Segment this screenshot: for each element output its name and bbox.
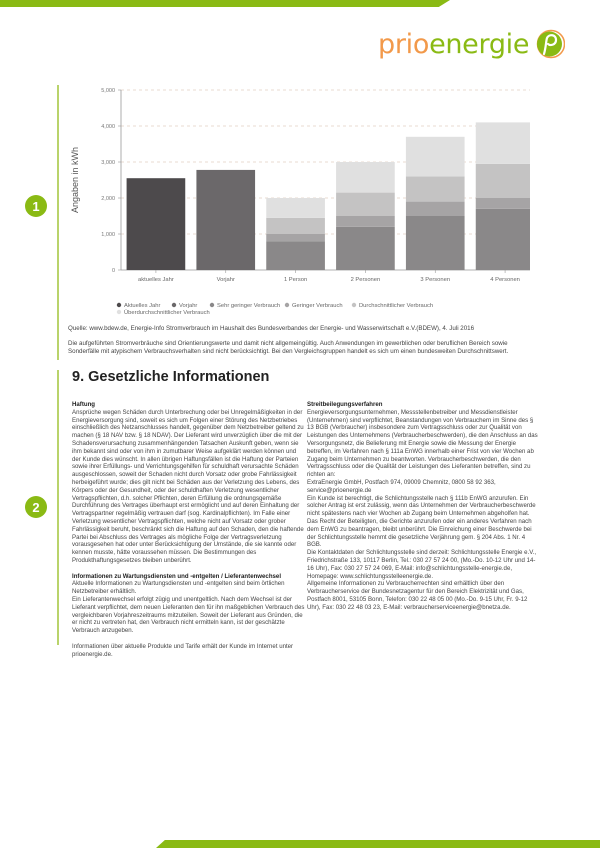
logo-wordmark [378, 29, 529, 60]
bar-segment [476, 209, 530, 270]
y-axis-label: Angaben in kWh [70, 146, 80, 214]
bar-segment [476, 122, 530, 163]
section-title: 9. Gesetzliche Informationen [72, 369, 270, 385]
streit-text-3: service@prioenergie.de [307, 486, 372, 494]
y-tick-label: 4,000 [101, 124, 115, 130]
bar-segment [476, 198, 530, 209]
bar-segment [336, 193, 395, 216]
bar-segment [127, 178, 186, 270]
legend-marker [285, 303, 289, 307]
bar-segment [406, 216, 465, 270]
wartung-text-2: Ein Lieferantenwechsel erfolgt zügig und unentgeltlich. Nach dem Wechsel ist der Lieferant verpflichtet, dem neuen Lieferanten den für ihn maßgeblichen Verbrauch des vergleichbaren Vorjahreszeitraums mitzuteilen. Soweit der Lieferant aus Gründen, die er nicht zu vertreten hat, den Verbrauch nicht ermitteln kann, ist der geschätzte Verbrauch anzugeben. [72, 595, 305, 635]
bar-segment [266, 234, 325, 241]
streit-text-5: Die Kontaktdaten der Schlichtungsstelle sind derzeit: Schlichtungsstelle Energie e.V., Friedrichstraße 133, 10117 Berlin, Tel.: 030 27 57 24 00, (Mo.-Do. 10-12 Uhr und 14-16 Uhr), Fax: 030 27 57 24 069, E-Mail: info@schlichtungsstelle-energie.de, Homepage: www.schlichtungsstelleenergie.de. [307, 549, 537, 580]
wartung-text-1: Aktuelle Informationen zu Wartungsdiensten und -entgelten sind beim örtlichen Netzbetreiber erhältlich. [72, 580, 285, 596]
legend-marker [117, 310, 121, 314]
step-badge-1: 1 [25, 195, 47, 217]
legend-label: Überdurchschnittlicher Verbrauch [124, 310, 210, 316]
y-tick-label: 1,000 [101, 232, 115, 238]
produkte-text: Informationen über aktuelle Produkte und Tarife erhält der Kunde im Internet unter prioenergie.de. [72, 642, 294, 658]
wartung-heading: Informationen zu Wartungsdiensten und -entgelten / Lieferantenwechsel [72, 572, 282, 580]
bottom-accent-bar [156, 840, 600, 848]
section-divider-1 [57, 85, 59, 360]
bar-segment [336, 216, 395, 227]
y-tick-label: 3,000 [101, 160, 115, 166]
x-tick-label: 3 Personen [420, 277, 451, 283]
bar-segment [406, 176, 465, 201]
chart-source: Quelle: www.bdew.de, Energie-Info Stromverbrauch im Haushalt des Bundesverbandes der Energie- und Wasserwirtschaft e.V.(BDEW), 4. Juli 2016 [68, 325, 475, 332]
bar-segment [476, 164, 530, 198]
streit-text-6: Allgemeine Informationen zu Verbraucherrechten sind erhältlich über den Verbraucherservice der Bundesnetzagentur für den Bereich Elektrizität und Gas, Postfach 8001, 53105 Bonn, Telefon: 030 22 48 05 00 (Mo.-Do. 9-15 Uhr, Fr. 9-12 Uhr), Fax: 030 22 48 03 23, E-Mail: verbraucherserviceenergie@bnetza.de. [307, 580, 528, 611]
x-tick-label: 2 Personen [350, 277, 381, 283]
legend-marker [352, 303, 356, 307]
top-accent-bar [0, 0, 450, 7]
bar-segment [406, 137, 465, 177]
logo-p-icon [535, 29, 565, 59]
legend-label: Durchschnittlicher Verbrauch [359, 303, 434, 309]
y-tick-label: 0 [111, 268, 115, 274]
x-tick-label: 1 Person [283, 277, 308, 283]
legend-marker [210, 303, 214, 307]
bar-segment [196, 170, 255, 270]
haftung-heading: Haftung [72, 401, 96, 408]
streit-heading: Streitbeilegungsverfahren [307, 401, 383, 408]
right-column [307, 401, 541, 612]
y-tick-label: 5,000 [101, 88, 115, 94]
bar-segment [266, 198, 325, 218]
legend-label: Aktuelles Jahr [124, 303, 161, 309]
streit-text-4: Ein Kunde ist berechtigt, die Schlichtungsstelle nach § 111b EnWG anzurufen. Ein solcher Antrag ist erst zulässig, wenn das Unternehmen der Verbraucherbeschwerde nicht spätestens nach vier Wochen ab Zugang beim Unternehmen abgeholfen hat. Das Recht der Beteiligten, die Gerichte anzurufen oder ein anderes Verfahren nach dem EnWG zu beantragen, bleibt unberührt. Die Einreichung einer Beschwerde bei der Schlichtungsstelle hemmt die gesetzliche Verjährung gem. § 204 Abs. 1 Nr. 4 BGB. [307, 494, 536, 549]
bar-segment [406, 202, 465, 216]
legend-label: Sehr geringer Verbrauch [217, 303, 281, 309]
consumption-chart [60, 80, 530, 320]
legend-marker [172, 303, 176, 307]
streit-text-1: Energieversorgungsunternehmen, Messstellenbetreiber und Messdienstleister (Unternehmen) sind verpflichtet, Beanstandungen von Verbrauchern im Sinne des § 13 BGB (Verbraucher) insbesondere zum Vertragsschluss oder zur Qualität von Leistungen des Unternehmens (Verbraucherbeschwerden), die den Anschluss an das Versorgungsnetz, die Belieferung mit Energie sowie die Messung der Energie betreffen, im Verfahren nach § 111a EnWG innerhalb einer Frist von vier Wochen ab Zugang beim Unternehmen zu beantworten. Verbraucherbeschwerden, die den Vertragsschluss oder die Qualität der Leistungen des Lieferanten betreffen, sind zu richten an: [307, 408, 538, 479]
logo-prefix: prio [378, 28, 430, 60]
legend-label: Geringer Verbrauch [292, 303, 343, 309]
bar-segment [336, 227, 395, 270]
y-tick-label: 2,000 [101, 196, 115, 202]
section-divider-2 [57, 370, 59, 645]
legend-label: Vorjahr [179, 303, 198, 309]
logo-suffix: energie [429, 28, 530, 60]
streit-text-2: ExtraEnergie GmbH, Postfach 974, 09009 Chemnitz, 0800 58 92 363, [307, 478, 496, 486]
step-badge-2: 2 [25, 496, 47, 518]
legend-marker [117, 303, 121, 307]
x-tick-label: 4 Personen [490, 277, 520, 283]
bar-segment [266, 241, 325, 270]
bar-segment [336, 162, 395, 193]
prioenergie-logo [378, 26, 565, 62]
left-column [72, 401, 306, 658]
bar-segment [266, 218, 325, 234]
haftung-text: Ansprüche wegen Schäden durch Unterbrechung oder bei Unregelmäßigkeiten in der Energieversorgung sind, soweit es sich um Folgen einer Störung des Netzbetriebes einschließlich des Netzanschlusses handelt, gegenüber dem Netzbetreiber geltend zu machen (§ 18 NAV bzw. § 18 NDAV). Der Lieferant wird unverzüglich über die mit der Schadensverursachung zusammenhängenden Tatsachen Auskunft geben, wenn sie ihm bekannt sind oder von ihm in zumutbarer Weise aufgeklärt werden können und der Kunde dies wünscht. In allen übrigen Haftungsfällen ist die Haftung der Parteien sowie ihrer Erfüllungs- und Verrichtungsgehilfen für schuldhaft verursachte Schäden ausgeschlossen, soweit der Schaden nicht durch Vorsatz oder grobe Fahrlässigkeit herbeigeführt wurde; dies gilt nicht bei Schäden aus der Verletzung des Lebens, des Körpers oder der Gesundheit, oder der schuldhaften Verletzung wesentlicher Vertragspflichten, d.h. solcher Pflichten, deren Erfüllung die ordnungsgemäße Durchführung des Vertrages überhaupt erst ermöglicht und auf deren Einhaltung der Vertragspartner regelmäßig vertrauen darf (sog. Kardinalpflichten). Im Falle einer Verletzung wesentlicher Vertragspflichten, welche nicht auf Vorsatz oder grober Fahrlässigkeit beruht, beschränkt sich die Haftung auf den Schaden, den die haftende Partei bei Abschluss des Vertrages als mögliche Folge der Vertragsverletzung vorausgesehen hat oder unter Berücksichtigung der Umstände, die sie kannte oder kennen musste, hätte voraussehen müssen. Die Bestimmungen des Produkthaftungsgesetzes bleiben unberührt. [72, 408, 304, 564]
x-tick-label: aktuelles Jahr [138, 277, 174, 283]
chart-note: Die aufgeführten Stromverbräuche sind Orientierungswerte und damit nicht allgemeingültig. Auch Anwendungen im gewerblichen oder beruflichen Bereich sowie Sonderfälle mit atypischem Verbrauchsverhalten sind nicht berücksichtigt. Bei den Vergleichsgruppen handelt es sich um einen bundesweiten Durchschnittswert. [68, 340, 509, 356]
x-tick-label: Vorjahr [216, 277, 235, 283]
